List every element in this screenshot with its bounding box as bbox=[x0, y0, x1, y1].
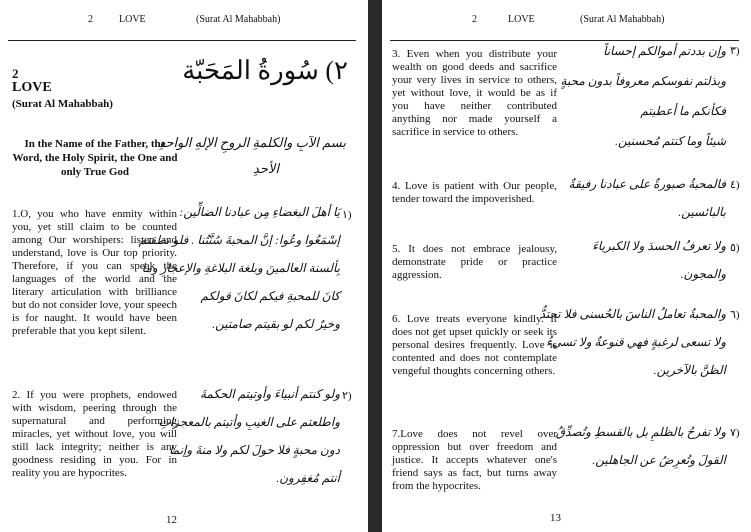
page-number: 12 bbox=[166, 514, 177, 526]
chapter-arabic-title: ٢) سُورةُ المَحَبّة bbox=[182, 56, 348, 85]
verse-arabic bbox=[560, 232, 726, 288]
arabic-line: أنتم مُغفِرون. bbox=[276, 471, 340, 485]
verse-arabic bbox=[560, 170, 726, 226]
verse-number: ١) bbox=[342, 209, 352, 221]
arabic-line: ولا تسعى لرغبةٍ فهي قنوعةٌ ولا تسيءُ bbox=[546, 335, 726, 349]
running-head-subtitle: (Surat Al Mahabbah) bbox=[580, 14, 665, 25]
verse-number: ٧) bbox=[730, 427, 740, 439]
verse-number: ٦) bbox=[730, 309, 740, 321]
verse-english: 2. If you were prophets, endowed with wisdom, peering through the supernatural and performing miracles, yet without love, you will still lack integrity; neither is any goodness residing in you. For in reality you are hypocrites. bbox=[12, 389, 177, 479]
chapter-title: LOVE bbox=[12, 80, 52, 95]
invocation-english: In the Name of the Father, the Word, the Holy Spirit, the One and only True God bbox=[12, 138, 178, 178]
arabic-line: إسْمَعُوا وعُوا: إنَّ المحبةَ سُنَّتُنا . فلو نطقتم bbox=[138, 233, 340, 247]
arabic-line: وبذلتم نفوسكم معروفاً بدون محبةٍ bbox=[560, 74, 726, 88]
verse-number: ٥) bbox=[730, 242, 740, 254]
arabic-line: بالبائسين. bbox=[678, 205, 726, 219]
verse-arabic bbox=[555, 418, 726, 474]
verse-english: 3. Even when you distribute your wealth on good deeds and sacrifice your very lives in service to others, yet without love, it would be as if you have neither contributed anything nor made yourself a sacrifice in service to others. bbox=[392, 48, 557, 138]
verse-number: ٤) bbox=[730, 179, 740, 191]
header-rule bbox=[8, 40, 356, 41]
arabic-line: كانَ للمحبةِ فيكم لكانَ قولكم bbox=[200, 289, 340, 303]
arabic-line: فكأنكم ما أعطيتم bbox=[640, 104, 726, 118]
arabic-line: دون محبةٍ فلا حولَ لكم ولا منةَ وإنما bbox=[169, 443, 340, 457]
running-head-page-number: 2 bbox=[88, 14, 93, 25]
running-head-title: LOVE bbox=[508, 14, 535, 25]
running-head bbox=[382, 14, 751, 28]
arabic-line: والمحبةُ تعاملُ الناسَ بالحُسنى فلا تحتدُّ bbox=[539, 307, 726, 321]
arabic-line: شيئاً وما كنتم مُحسنين. bbox=[614, 134, 726, 148]
chapter-subtitle: (Surat Al Mahabbah) bbox=[12, 98, 113, 110]
verse-english: 6. Love treats everyone kindly. It does not get upset quickly or seek its personal desires frequently. Love is contented and does not contemplate vengeful thoughts concerning others. bbox=[392, 313, 557, 377]
arabic-line: والمجون. bbox=[680, 267, 726, 281]
verse-arabic bbox=[138, 198, 340, 338]
verse-number: ٣) bbox=[730, 45, 740, 57]
arabic-line: ولو كنتم أنبياءَ وأوتيتم الحكمةَ bbox=[199, 387, 340, 401]
verse-number: ٢) bbox=[342, 390, 352, 402]
arabic-line: الأحدِ bbox=[253, 161, 279, 176]
arabic-line: وخيرٌ لكم لو بقيتم صامتين. bbox=[212, 317, 340, 331]
running-head-title: LOVE bbox=[119, 14, 146, 25]
verse-arabic bbox=[539, 300, 726, 384]
left-page bbox=[0, 0, 368, 532]
verse-arabic bbox=[560, 36, 726, 156]
running-head bbox=[0, 14, 368, 28]
arabic-line: الظنَّ بالآخرين. bbox=[653, 363, 726, 377]
verse-arabic bbox=[158, 380, 340, 492]
book-gutter bbox=[368, 0, 382, 532]
arabic-line: واطلعتم على الغيبِ وأتيتم بالمعجزاتِ bbox=[158, 415, 340, 429]
verse-english: 4. Love is patient with Our people, tender toward the impoverished. bbox=[392, 180, 557, 205]
arabic-line: بِألسنة العالمينَ وبلغة البلاغةِ والإعجازِ وما bbox=[141, 261, 340, 275]
verse-english: 5. It does not embrace jealousy, demonstrate pride or practice aggression. bbox=[392, 243, 557, 281]
right-page bbox=[382, 0, 751, 532]
invocation-arabic bbox=[158, 130, 346, 182]
arabic-line: يَا أهلَ البغضاءِ مِن عبادنا الضالِّين: bbox=[179, 205, 340, 219]
arabic-line: وإن بددتم أموالكم إحساناً bbox=[603, 44, 726, 58]
chapter-number: 2 bbox=[12, 66, 19, 81]
running-head-page-number: 2 bbox=[472, 14, 477, 25]
page-number: 13 bbox=[550, 512, 561, 524]
arabic-line: ولا تعرفُ الحسدَ ولا الكبرياءَ bbox=[592, 239, 726, 253]
arabic-line: القولَ وتُعرِضُ عن الجاهلين. bbox=[592, 453, 726, 467]
running-head-subtitle: (Surat Al Mahabbah) bbox=[196, 14, 281, 25]
arabic-line: فالمحبةُ صبورةٌ على عبادنا رفيقةٌ bbox=[568, 177, 726, 191]
verse-english: 7.Love does not revel over oppression but over freedom and justice. It accepts whatever one's friend says as fact, but turns away from the hypocrites. bbox=[392, 428, 557, 492]
arabic-line: بسم الآبِ والكلمةِ الروحِ الإلهِ الواحدِ bbox=[158, 135, 346, 150]
arabic-line: ولا تفرحُ بالظلمِ بل بالقسطِ وتُصدِّقُ bbox=[555, 425, 726, 439]
verse-english: 1.O, you who have enmity within you, yet still claim to be counted among Our worshipers: listen and understand, love is Our top priority. Therefore, if you can speak the languages of the world and the literary articulation with brilliance but do not consider love, your speech is for naught. It would have been preferable that you kept silent. bbox=[12, 208, 177, 337]
